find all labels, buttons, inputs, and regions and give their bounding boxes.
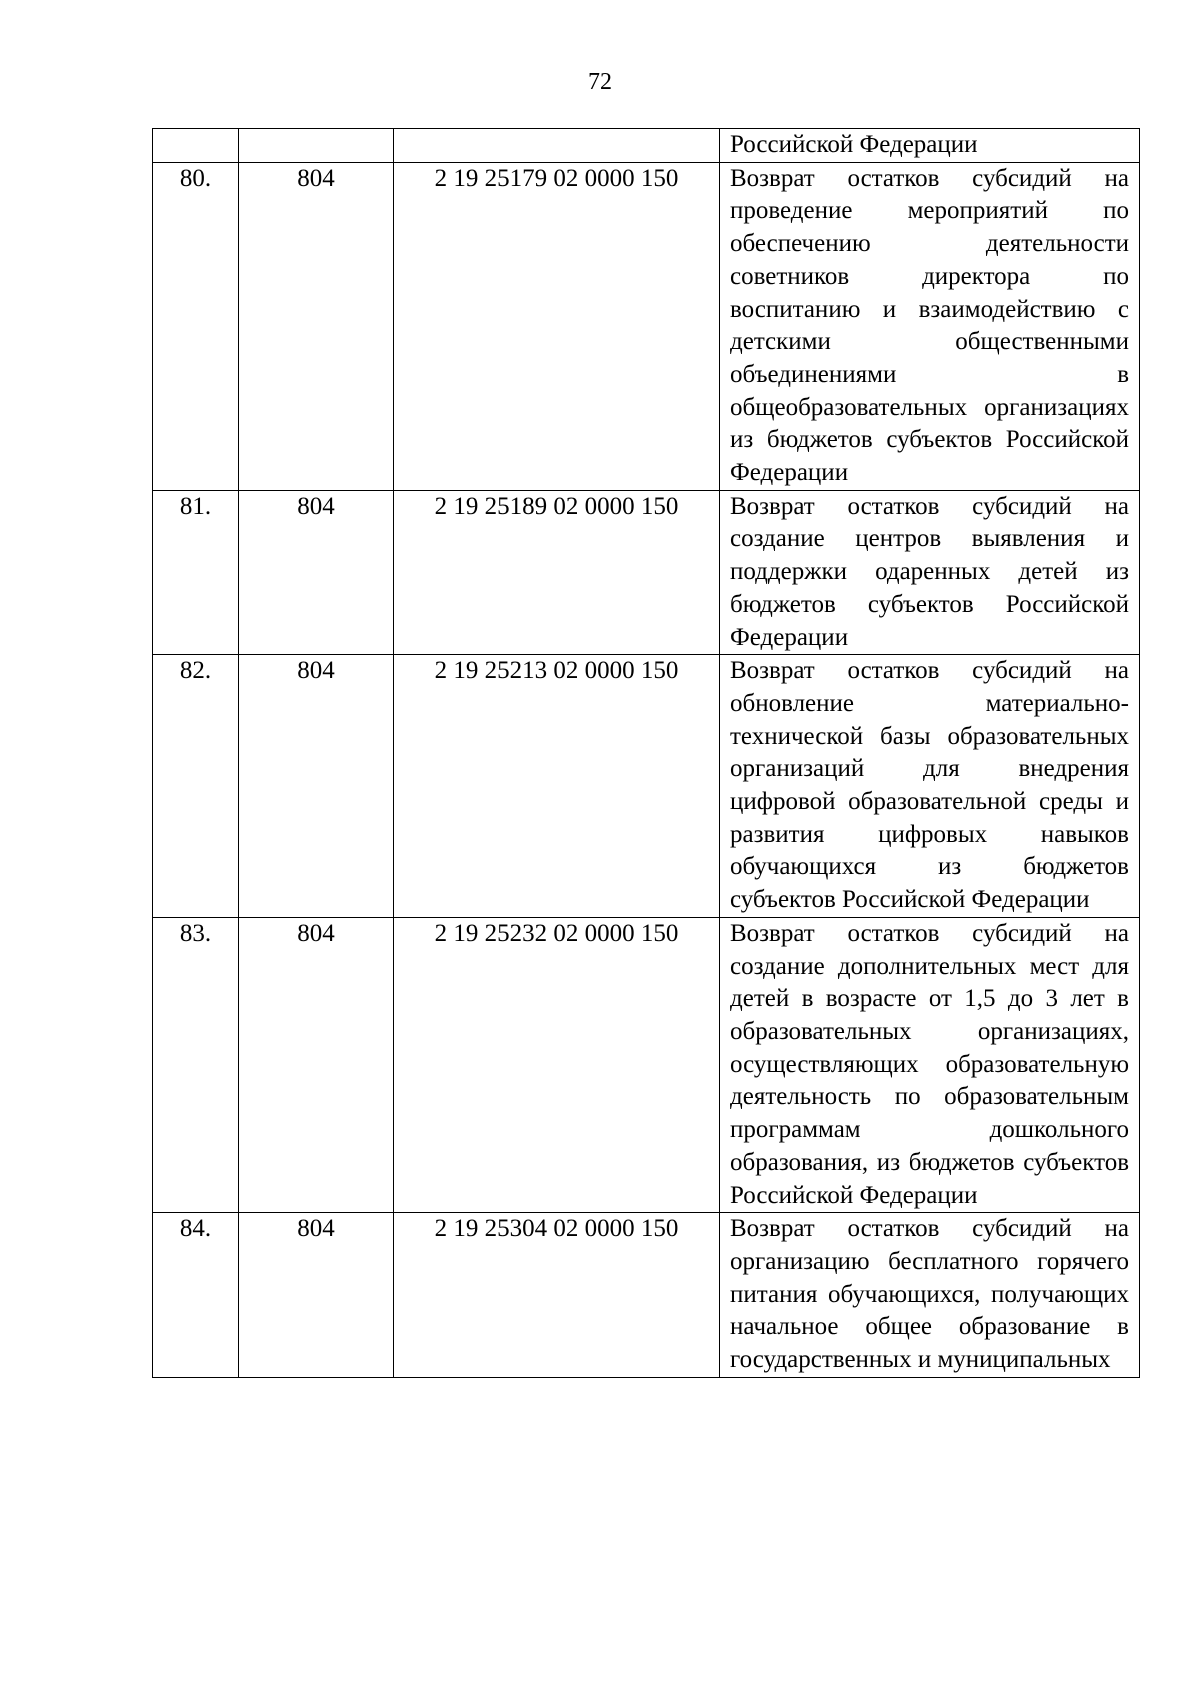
budget-codes-table — [152, 128, 1140, 1378]
budget-code-cell: 2 19 25232 02 0000 150 — [394, 917, 720, 1212]
row-number-cell: 80. — [153, 162, 239, 490]
budget-code-cell: 2 19 25189 02 0000 150 — [394, 490, 720, 655]
description-cell: Возврат остатков субсидий на организацию бесплатного горячего питания обучающихся, получающих начальное общее образование в государственных и муниципальных — [720, 1213, 1140, 1378]
budget-code-cell — [394, 129, 720, 163]
row-number-cell: 82. — [153, 655, 239, 918]
table-row-continuation — [153, 129, 1140, 163]
page-number: 72 — [588, 69, 612, 95]
table-row — [153, 490, 1140, 655]
table-row — [153, 917, 1140, 1212]
description-cell: Российской Федерации — [720, 129, 1140, 163]
description-cell: Возврат остатков субсидий на проведение мероприятий по обеспечению деятельности советников директора по воспитанию и взаимодействию с детскими общественными объединениями в общеобразовательных организациях из бюджетов субъектов Российской Федерации — [720, 162, 1140, 490]
budget-code-cell: 2 19 25304 02 0000 150 — [394, 1213, 720, 1378]
table-row — [153, 1213, 1140, 1378]
admin-code-cell: 804 — [239, 655, 394, 918]
row-number-cell: 83. — [153, 917, 239, 1212]
table-row — [153, 655, 1140, 918]
admin-code-cell: 804 — [239, 917, 394, 1212]
table-row — [153, 162, 1140, 490]
description-cell: Возврат остатков субсидий на создание центров выявления и поддержки одаренных детей из бюджетов субъектов Российской Федерации — [720, 490, 1140, 655]
row-number-cell — [153, 129, 239, 163]
row-number-cell: 84. — [153, 1213, 239, 1378]
admin-code-cell: 804 — [239, 490, 394, 655]
budget-code-cell: 2 19 25213 02 0000 150 — [394, 655, 720, 918]
row-number-cell: 81. — [153, 490, 239, 655]
description-cell: Возврат остатков субсидий на создание дополнительных мест для детей в возрасте от 1,5 до 3 лет в образовательных организациях, осуществляющих образовательную деятельность по образовательным программам дошкольного образования, из бюджетов субъектов Российской Федерации — [720, 917, 1140, 1212]
admin-code-cell: 804 — [239, 1213, 394, 1378]
budget-code-cell: 2 19 25179 02 0000 150 — [394, 162, 720, 490]
description-cell: Возврат остатков субсидий на обновление материально-технической базы образовательных организаций для внедрения цифровой образовательной среды и развития цифровых навыков обучающихся из бюджетов субъектов Российской Федерации — [720, 655, 1140, 918]
admin-code-cell: 804 — [239, 162, 394, 490]
admin-code-cell — [239, 129, 394, 163]
